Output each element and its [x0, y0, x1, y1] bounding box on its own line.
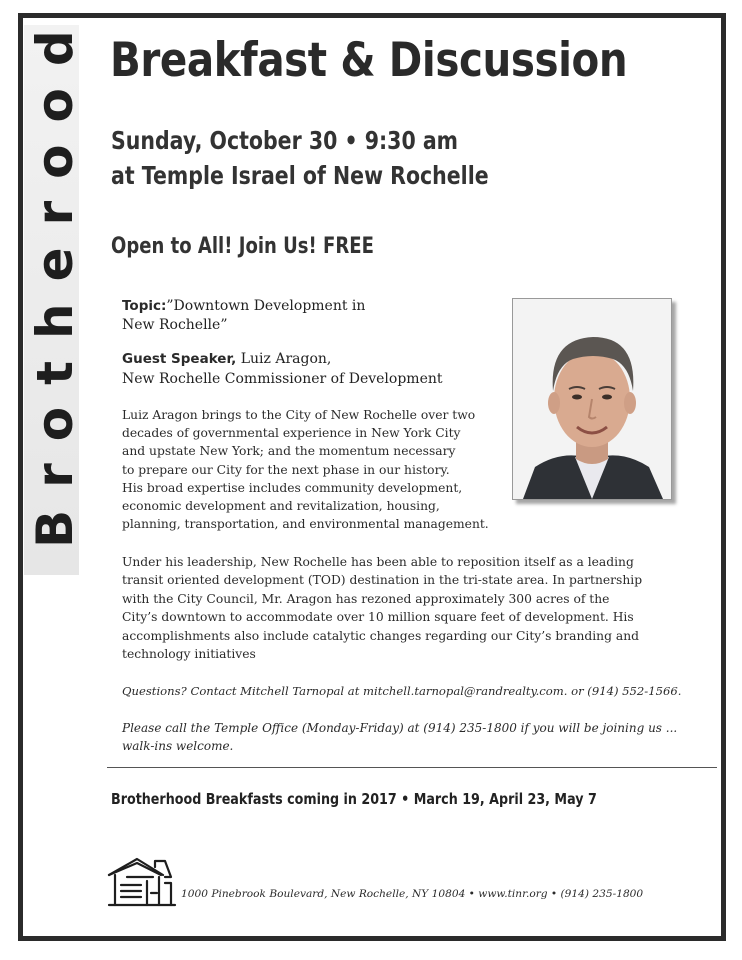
event-date: Sunday, October 30 • 9:30 am — [111, 126, 459, 155]
rsvp-line: Please call the Temple Office (Monday-Friday) at (914) 235-1800 if you will be joining us ... — [122, 721, 678, 735]
topic-line-2: New Rochelle” — [122, 317, 228, 333]
bio-line: His broad expertise includes community development, — [122, 480, 463, 495]
open-to-all: Open to All! Join Us! FREE — [111, 234, 374, 259]
topic-label: Topic: — [122, 298, 167, 314]
temple-logo — [107, 853, 177, 909]
topic-line-1: ”Downtown Development in — [166, 298, 366, 314]
footer-address: 1000 Pinebrook Boulevard, New Rochelle, NY 10804 • www.tinr.org • (914) 235-1800 — [181, 888, 644, 900]
speaker-bio — [122, 406, 517, 533]
paragraph-line: with the City Council, Mr. Aragon has rezoned approximately 300 acres of the — [122, 591, 610, 606]
speaker-block — [122, 349, 502, 389]
leadership-paragraph — [122, 553, 720, 663]
event-venue: at Temple Israel of New Rochelle — [111, 161, 489, 190]
paragraph-line: accomplishments also include catalytic changes regarding our City’s branding and — [122, 628, 639, 643]
bio-line: economic development and revitalization, housing, — [122, 499, 440, 514]
contact-note: Questions? Contact Mitchell Tarnopal at mitchell.tarnopal@randrealty.com. or (914) 552-1566. — [122, 684, 682, 698]
bio-line: decades of governmental experience in New York City — [122, 426, 461, 441]
bio-line: planning, transportation, and environmental management. — [122, 517, 489, 532]
bio-line: Luiz Aragon brings to the City of New Rochelle over two — [122, 408, 476, 422]
speaker-portrait-icon — [513, 299, 671, 499]
rsvp-line: walk-ins welcome. — [122, 739, 234, 753]
bio-line: and upstate New York; and the momentum necessary — [122, 444, 456, 459]
topic-block — [122, 297, 452, 335]
divider — [107, 767, 717, 768]
speaker-label: Guest Speaker, — [122, 351, 237, 367]
paragraph-line: transit oriented development (TOD) destination in the tri-state area. In partnership — [122, 573, 643, 588]
speaker-name: Luiz Aragon, — [236, 351, 332, 367]
page-title: Breakfast & Discussion — [110, 33, 628, 88]
paragraph-line: Under his leadership, New Rochelle has been able to reposition itself as a leading — [122, 555, 634, 569]
sidebar-title: Brotherood — [26, 8, 84, 548]
bio-line: to prepare our City for the next phase in our history. — [122, 462, 450, 477]
speaker-photo — [512, 298, 672, 500]
paragraph-line: technology initiatives — [122, 647, 256, 662]
rsvp-note — [122, 719, 682, 755]
temple-building-logo-icon — [107, 853, 177, 909]
speaker-title: New Rochelle Commissioner of Development — [122, 371, 443, 387]
upcoming-breakfasts: Brotherhood Breakfasts coming in 2017 • March 19, April 23, May 7 — [111, 790, 597, 808]
paragraph-line: City’s downtown to accommodate over 10 million square feet of development. His — [122, 610, 634, 625]
